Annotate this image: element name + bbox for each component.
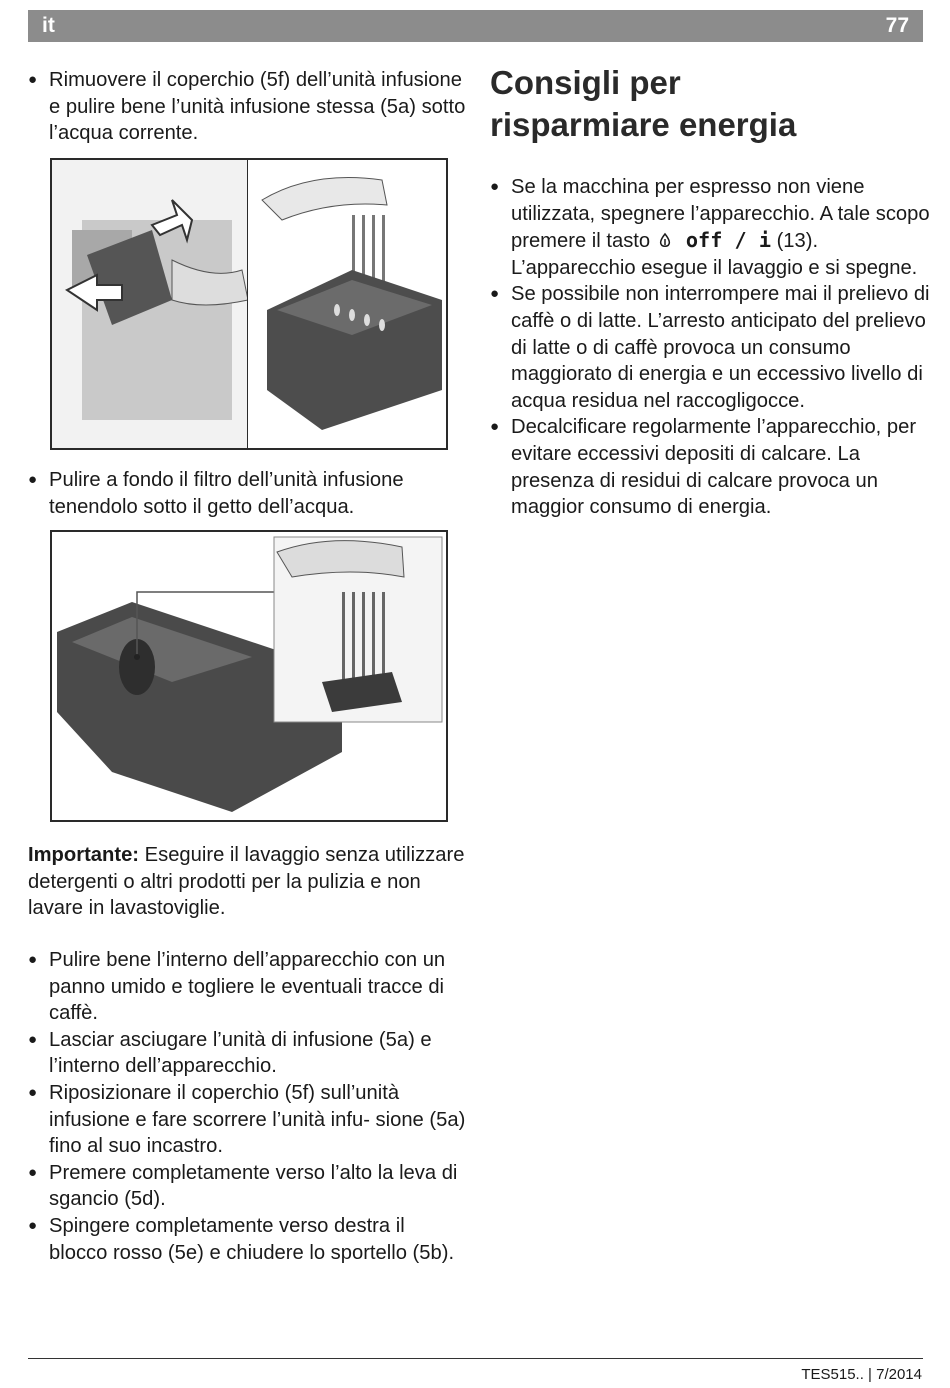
list-item: ● Pulire a fondo il filtro dell’unità infusione tenendolo sotto il getto dell’acqua.: [28, 469, 404, 518]
power-off-symbol: off / i: [656, 228, 771, 252]
page-header: [28, 10, 923, 42]
power-icon: [656, 231, 674, 249]
figure-brewing-unit-rinse: [50, 158, 448, 450]
important-note: [28, 842, 468, 922]
list-item: ● Se possibile non interrompere mai il prelievo di caffè o di latte. L’arresto anticipato del prelievo di latte o di caffè provoca un consumo maggiorato di energia e un eccessivo livello di acqua residua nel raccogligocce.: [490, 283, 930, 412]
footer-divider: [28, 1358, 923, 1359]
list-item: ● Decalcificare regolarmente l’apparecchio, per evitare eccessivi depositi di calcare. La presenza di residui di calcare provoca un maggior consumo di energia.: [490, 416, 917, 519]
list-item: ● Lasciar asciugare l’unità di infusione (5a) e l’interno dell’apparecchio.: [28, 1028, 432, 1078]
energy-tips-list: [490, 174, 930, 521]
list-item: ● Se la macchina per espresso non viene utilizzata, spegnere l’apparecchio. A tale scopo premere il tasto off / i (13). L’apparecchio esegue il lavaggio e si spegne.: [490, 176, 930, 279]
section-title: Consigli per risparmiare energia: [490, 64, 797, 143]
list-item: ● Spingere completamente verso destra il blocco rosso (5e) e chiudere lo sportello (5b).: [28, 1214, 455, 1264]
list-item: ● Premere completamente verso l’alto la leva di sgancio (5d).: [28, 1161, 458, 1211]
footer-text: TES515.. | 7/2014: [801, 1366, 922, 1383]
left-list-middle: [28, 467, 468, 520]
list-item: ● Rimuovere il coperchio (5f) dell’unità infusione e pulire bene l’unità infusione stessa (5a) sotto l’acqua corrente.: [28, 69, 466, 145]
list-item: ● Riposizionare il coperchio (5f) sull’unità infusione e fare scorrere l’unità infu- sione (5a) fino al suo incastro.: [28, 1081, 466, 1158]
energy-section-heading: [490, 62, 930, 146]
page-number: 77: [885, 14, 909, 37]
important-label: Importante:: [28, 844, 140, 866]
list-item: ● Pulire bene l’interno dell’apparecchio con un panno umido e togliere le eventuali tracce di caffè.: [28, 949, 446, 1025]
important-text: Eseguire il lavaggio senza utilizzare detergenti o altri prodotti per la pulizia e non lavare in lavastoviglie.: [28, 844, 465, 920]
language-code: it: [42, 14, 55, 37]
figure-filter-rinse: [50, 530, 448, 822]
left-list-top: [28, 67, 468, 147]
left-list-bottom: [28, 947, 468, 1266]
